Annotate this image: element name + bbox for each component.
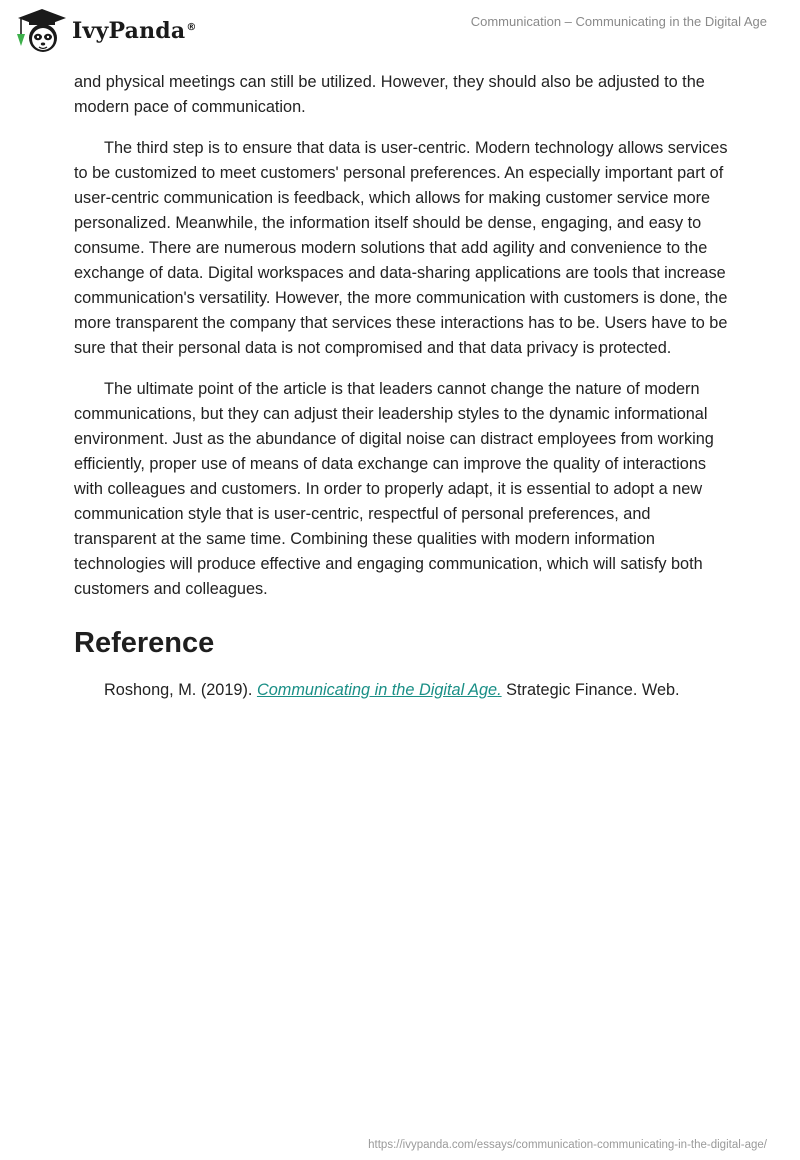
ivypanda-logo[interactable]	[14, 6, 197, 54]
reference-author-year: Roshong, M. (2019).	[104, 681, 257, 699]
registered-mark: ®	[186, 21, 197, 33]
body-paragraph-continued: and physical meetings can still be utilized. However, they should also be adjusted to the modern pace of communication.	[74, 73, 705, 116]
reference-heading: Reference	[74, 627, 215, 659]
panda-graduate-icon	[14, 6, 66, 54]
essay-content	[74, 70, 734, 703]
running-title: Communication – Communicating in the Digital Age	[470, 14, 767, 29]
logo-wordmark: IvyPanda®	[72, 18, 197, 44]
body-paragraph: The ultimate point of the article is that leaders cannot change the nature of modern communications, but they can adjust their leadership styles to the dynamic informational environment. Just as the abundance of digital noise can distract employees from working efficiently, proper use of means of data exchange can improve the quality of interactions with colleagues and customers. In order to properly adapt, it is essential to adopt a new communication style that is user-centric, respectful of personal preferences, and transparent at the same time. Combining these qualities with modern information technologies will produce effective and engaging communication, which will satisfy both customers and colleagues.	[74, 380, 714, 598]
reference-source: Strategic Finance. Web.	[501, 681, 680, 699]
page-header	[0, 0, 800, 62]
body-paragraph: The third step is to ensure that data is user-centric. Modern technology allows services to be customized to meet customers' personal preferences. An especially important part of user-centric communication is feedback, which allows for making customer service more personalized. Meanwhile, the information itself should be dense, engaging, and easy to consume. There are numerous modern solutions that add agility and convenience to the exchange of data. Digital workspaces and data-sharing applications are tools that increase communication's versatility. However, the more communication with customers is done, the more transparent the company that services these interactions has to be. Users have to be sure that their personal data is not compromised and that data privacy is protected.	[74, 139, 728, 357]
footer-url: https://ivypanda.com/essays/communication-communicating-in-the-digital-age/	[368, 1139, 767, 1151]
reference-title-link[interactable]: Communicating in the Digital Age.	[256, 681, 502, 699]
reference-entry	[74, 678, 734, 703]
